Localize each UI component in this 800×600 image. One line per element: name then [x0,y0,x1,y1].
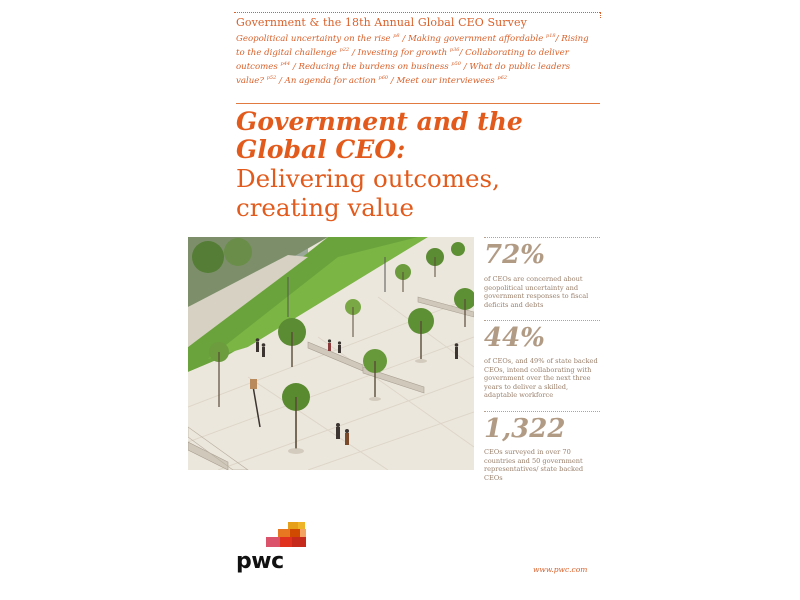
report-cover [188,0,612,600]
toc-item[interactable]: Reducing the burdens on business $^{p50}$ [298,61,461,72]
stat-rule [484,411,600,412]
stat-description: CEOs surveyed in over 70 countries and 50 government representatives/ state backed CEOs [484,448,584,482]
headline-line-2: Global CEO: [236,135,406,164]
header-divider [236,103,600,104]
toc-item[interactable]: An agenda for action $^{p60}$ [284,75,389,87]
toc-item[interactable]: Collaborating to deliver outcomes $^{p44}$ [236,47,569,72]
stat-value: 1,322 [484,414,566,444]
toc-item[interactable]: What do public leaders value? $^{p52}$ [236,61,571,87]
toc-item[interactable]: Making government affordable $^{p18}$ [407,33,556,44]
top-dotted-rule [234,12,600,13]
stat-rule [484,237,600,238]
website-link[interactable]: www.pwc.com [533,565,588,574]
stat-value: 72% [484,240,545,270]
plaza-photo [188,237,474,470]
survey-title: Government & the 18th Annual Global CEO Survey [236,16,527,29]
headline-line-1: Government and the [236,107,523,136]
headline-line-3: Delivering outcomes, [236,164,500,193]
toc-item[interactable]: Rising to the digital challenge $^{p22}$ [236,33,589,58]
stat-value: 44% [484,323,545,353]
headline-line-4: creating value [236,193,415,222]
toc-item[interactable]: Meet our interviewees $^{p62}$ [396,75,508,87]
stat-description: of CEOs, and 49% of state backed CEOs, intend collaborating with government over the next three years to deliver a skilled, adaptable workforce [484,357,598,400]
toc-item[interactable]: Geopolitical uncertainty on the rise $^{p8}$ [236,33,400,44]
table-of-contents: Geopolitical uncertainty on the rise $^{p8}$ / Making government affordable $^{p18}$/ Rising to the digital challenge $^{p22}$ / Investing for growth $^{p36}$/ Collaborating to deliver outcomes $^{p44}$ / Reducing the burdens on business $^{p50}$ / What do public leaders value? $^{p52}$ / An agenda for action $^{p60}$ / Meet our interviewees $^{p62}$ [236,33,589,87]
stat-rule [484,320,600,321]
stat-description: of CEOs are concerned about geopolitical uncertainty and government responses to fiscal deficits and debts [484,275,589,309]
toc-item[interactable]: Investing for growth $^{p36}$ [357,47,460,58]
pwc-wordmark: pwc [236,549,284,574]
cover-headline [236,108,600,222]
